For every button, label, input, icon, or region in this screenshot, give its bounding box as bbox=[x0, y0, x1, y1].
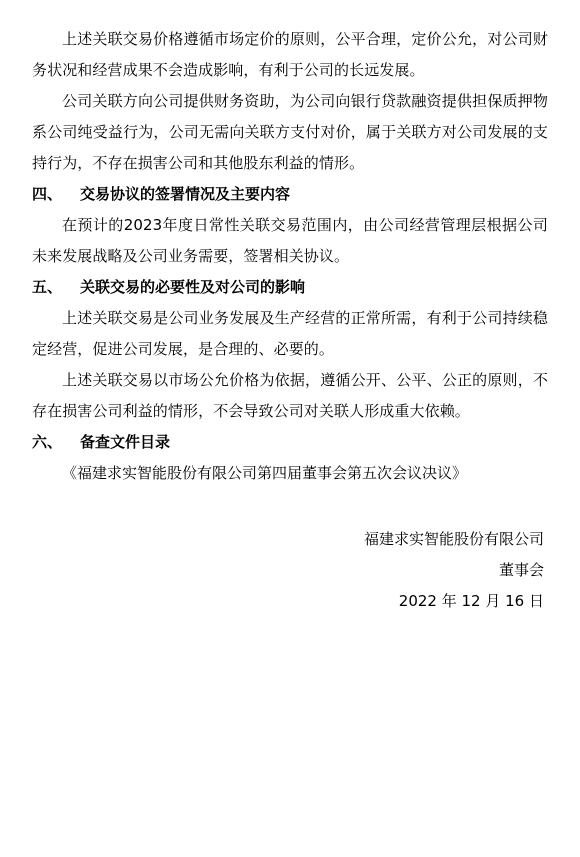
section-title: 关联交易的必要性及对公司的影响 bbox=[80, 278, 306, 296]
reference-document-item: 《福建求实智能股份有限公司第四届董事会第五次会议决议》 bbox=[62, 464, 468, 482]
section-title: 备查文件目录 bbox=[80, 433, 171, 451]
paragraph-pricing: 上述关联交易价格遵循市场定价的原则，公平合理，定价公允，对公司财务状况和经营成果不会造成影响，有利于公司的长远发展。 bbox=[32, 30, 548, 79]
paragraph-necessity: 上述关联交易是公司业务发展及生产经营的正常所需，有利于公司持续稳定经营，促进公司发展，是合理的、必要的。 bbox=[32, 309, 548, 358]
document-body bbox=[32, 24, 548, 489]
section-heading-documents bbox=[32, 427, 548, 458]
signature-date: 2022 年 12 月 16 日 bbox=[398, 592, 544, 610]
signature-board: 董事会 bbox=[498, 561, 544, 579]
paragraph-financial-assistance: 公司关联方向公司提供财务资助，为公司向银行贷款融资提供担保质押物系公司纯受益行为，公司无需向关联方支付对价，属于关联方对公司发展的支持行为，不存在损害公司和其他股东利益的情形。 bbox=[32, 92, 548, 172]
paragraph-agreement: 在预计的2023年度日常性关联交易范围内，由公司经营管理层根据公司未来发展战略及公司业务需要，签署相关协议。 bbox=[32, 216, 548, 265]
section-title: 交易协议的签署情况及主要内容 bbox=[80, 185, 291, 203]
section-number: 五、 bbox=[32, 278, 63, 296]
section-number: 四、 bbox=[32, 185, 63, 203]
section-heading-necessity bbox=[32, 272, 548, 303]
section-number: 六、 bbox=[32, 433, 63, 451]
signature-company: 福建求实智能股份有限公司 bbox=[363, 530, 544, 548]
section-heading-agreement bbox=[32, 179, 548, 210]
paragraph-fairness: 上述关联交易以市场公允价格为依据，遵循公开、公平、公正的原则，不存在损害公司利益的情形，不会导致公司对关联人形成重大依赖。 bbox=[32, 371, 548, 420]
signature-block bbox=[364, 524, 544, 617]
